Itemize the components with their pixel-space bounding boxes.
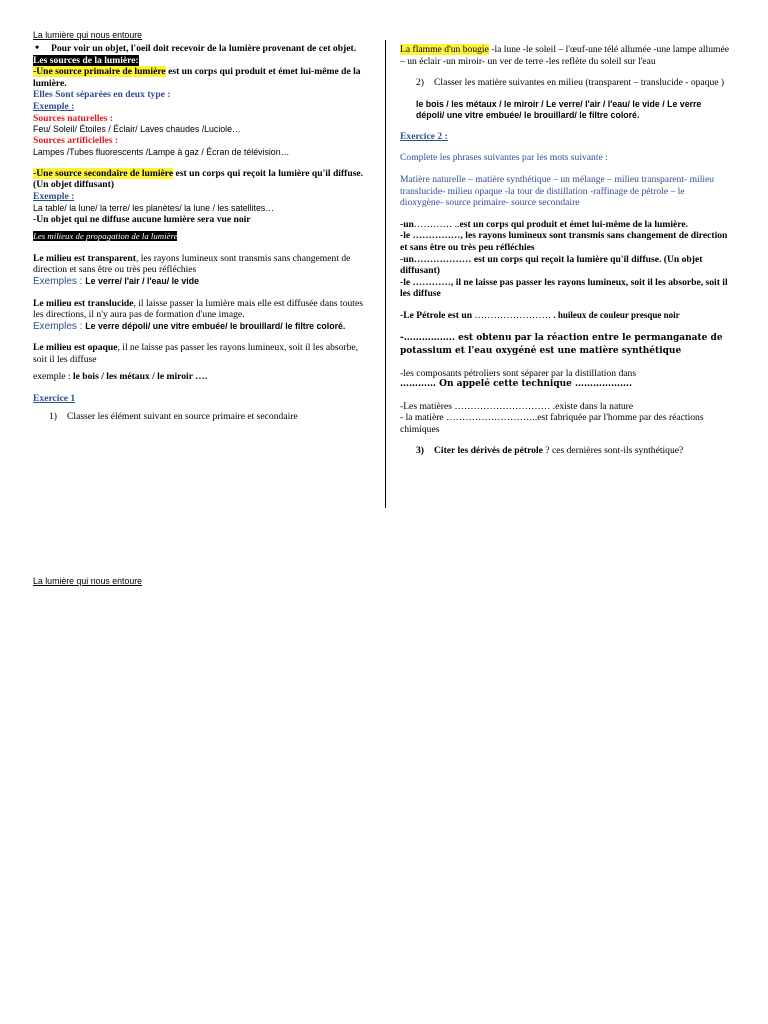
exercise2-sentence-4: [400, 277, 730, 300]
sources-heading: [33, 55, 366, 67]
exercise2-intro: Complete les phrases suivantes par les mots suivante :: [400, 152, 608, 164]
s6-text: est obtenu par la réaction entre le permanganate de potassium et l'eau oxygéné est une matière synthétique: [400, 332, 723, 356]
exercise1-items-highlight: La flamme d'un bougie: [400, 44, 489, 55]
transparent-examples: Le verre/ l'air / l'eau/ le vide: [85, 275, 199, 286]
sources-heading-text: Les sources de la lumière:: [33, 54, 139, 66]
translucent-examples: Le verre dépoli/ une vitre embuée/ le brouillard/ le filtre coloré.: [85, 320, 346, 331]
intro-bullet: • Pour voir un objet, l'oeil doit recevoir de la lumière provenant de cet objet.: [51, 43, 366, 55]
s1-text: est un corps qui produit et émet lui-même de la lumière.: [459, 218, 688, 230]
exercise2-sentence-3: [400, 254, 730, 277]
translucent-text: , il laisse passer la lumière mais elle est diffusée dans toutes les directions, il n'y aura pas de formation d'une image.: [33, 297, 363, 321]
left-column: [33, 30, 366, 422]
translucent-definition: [33, 298, 366, 321]
s8-blank: ………………………… .: [454, 400, 556, 412]
primary-definition-term: -Une source primaire de lumière: [33, 66, 166, 78]
s2-start: -le: [400, 230, 413, 242]
example-label-1: Exemple :: [33, 100, 75, 112]
exercise1-question1: [33, 411, 366, 423]
exercise1-items-text: -la lune -le soleil – l'œuf-une télé allumée -une lampe allumée – un éclair -un miroir- un ver de terre -les reflète du soleil sur l'eau: [400, 44, 730, 67]
s9-text: est fabriquée par l'homme par des réactions chimiques: [400, 412, 704, 435]
s1-blank: ………… ..: [413, 218, 460, 230]
s1-start: -un: [400, 218, 414, 230]
primary-definition-text: est un corps qui produit et émet lui-même de la lumière.: [33, 66, 361, 89]
s5-text: . huileux de couleur presque noir: [551, 309, 680, 320]
s4-start: -le: [400, 276, 413, 288]
exercise2-sentence-8: [400, 401, 730, 413]
examples-label-2: Exemples :: [33, 320, 86, 332]
translucent-term: Le milieu est translucide: [33, 297, 134, 309]
exercise2-sentence-6: [400, 332, 730, 358]
exercise1-q2-number: 2): [416, 77, 424, 89]
s8-start: -Les matières: [400, 400, 455, 412]
exercise1-q1-text: Classer les élément suivant en source primaire et secondaire: [67, 410, 298, 422]
media-heading: [33, 231, 366, 243]
exercise2-sentence-7b: [400, 379, 730, 391]
exercise1-title: Exercice 1: [33, 393, 76, 405]
translucent-examples-line: [33, 321, 366, 333]
exercise1-q2-list: le bois / les métaux / le miroir / Le verre/ l'air / l'eau/ le vide / Le verre dépoli/ une vitre embuée/ le brouillard/ le filtre coloré.: [416, 98, 702, 120]
s2-blank: ……………: [412, 230, 461, 242]
column-divider: [385, 40, 386, 508]
artificial-sources-label: Sources artificielles :: [33, 135, 119, 147]
s2-text: , les rayons lumineux sont transmis sans changement de direction et sans être ou très peu réfléchies: [400, 230, 728, 253]
primary-definition: [33, 66, 366, 89]
transparent-text: , les rayons lumineux sont transmis sans changement de direction et sans être ou très peu réfléchies: [33, 252, 351, 276]
exercise1-q1-number: 1): [49, 410, 57, 422]
example-label-2: Exemple :: [33, 190, 75, 202]
s3-start: -un: [400, 253, 414, 265]
s3-text: est un corps qui reçoit la lumière qu'il diffuse. (Un objet diffusant): [400, 253, 703, 277]
s9-start: - la matière: [400, 412, 447, 424]
s9-blank: ………………………..: [446, 412, 538, 424]
examples-label-1: Exemples :: [33, 275, 86, 287]
two-types: Elles Sont séparées en deux type :: [33, 89, 171, 101]
opaque-example-line: [33, 371, 366, 383]
exercise1-q2-text: Classer les matière suivantes en milieu (transparent – translucide - opaque ): [434, 77, 725, 89]
s4-blank: …………: [412, 276, 451, 288]
s7-blank: …………: [400, 379, 440, 390]
artificial-sources-list: Lampes /Tubes fluorescents /Lampe à gaz / Écran de télévision…: [33, 146, 290, 157]
exercise1-question2: [400, 77, 730, 89]
natural-sources-list: Feu/ Soleil/ Étoiles / Éclair/ Laves chaudes /Luciole…: [33, 124, 241, 135]
exercise2-word-bank: Matière naturelle – matière synthétique – un mélange – milieu transparent- milieu translucide- milieu opaque -la tour de distillation -raffinage de pétrole – le dioxygène- source primaire- source secondaire: [400, 173, 715, 209]
opaque-term: Le milieu est opaque: [33, 342, 118, 354]
natural-sources-label: Sources naturelles :: [33, 112, 114, 124]
exercise2-sentence-1: [400, 219, 730, 231]
s4-text: , il ne laisse pas passer les rayons lumineux, soit il les absorbe, soit il les diffuse: [400, 276, 728, 300]
secondary-definition: [33, 168, 366, 191]
secondary-definition-text: est un corps qui reçoit la lumière qu'il diffuse. (Un objet diffusant): [33, 167, 364, 191]
exercise2-sentence-9: [400, 412, 730, 435]
intro-bullet-list: [33, 43, 366, 55]
secondary-definition-term: -Une source secondaire de lumière: [33, 167, 174, 179]
s6-blank: -……………..: [400, 332, 459, 343]
s5-blank: ……………………: [474, 309, 552, 321]
exercise2-title: Exercice 2 :: [400, 130, 448, 142]
secondary-sources-list: La table/ la lune/ la terre/ les planètes/ la lune / les satellites…: [33, 202, 275, 213]
media-heading-text: Les milieux de propagation de la lumière: [33, 231, 178, 242]
exercise1-items: [400, 44, 730, 67]
no-diffuse-note: -Un objet qui ne diffuse aucune lumière sera vue noir: [33, 213, 251, 225]
s8-text: existe dans la nature: [555, 400, 634, 412]
exercise2-sentence-5: [400, 310, 730, 322]
s7-end-blank: ……………….: [575, 379, 633, 390]
transparent-definition: [33, 253, 366, 276]
q3-term: Citer les dérivés de pétrole: [434, 445, 543, 457]
q3-number: 3): [416, 445, 424, 457]
page-title: La lumière qui nous entoure: [33, 30, 143, 40]
exercise2-sentence-2: [400, 230, 730, 253]
opaque-examples: le bois / les métaux / le miroir ….: [72, 371, 208, 383]
s3-blank: ………………: [413, 253, 472, 265]
footer-title: La lumière qui nous entoure: [33, 576, 143, 586]
exercise2-question3: [400, 445, 730, 457]
s5-start: -Le Pétrole est un: [400, 309, 475, 321]
opaque-text: , il ne laisse pas passer les rayons lumineux, soit il les absorbe, soit il les diffuse: [33, 342, 359, 365]
transparent-term: Le milieu est transparent: [33, 252, 136, 264]
s7-text: On appelé cette technique: [439, 379, 576, 390]
exercise2-sentence-7: -les composants pétroliers sont séparer par la distillation dans: [400, 367, 637, 379]
q3-text: ? ces dernières sont-ils synthétique?: [542, 445, 684, 457]
right-column: [400, 44, 730, 457]
opaque-example-label: exemple :: [33, 371, 73, 383]
opaque-definition: [33, 342, 366, 365]
transparent-examples-line: [33, 276, 366, 288]
